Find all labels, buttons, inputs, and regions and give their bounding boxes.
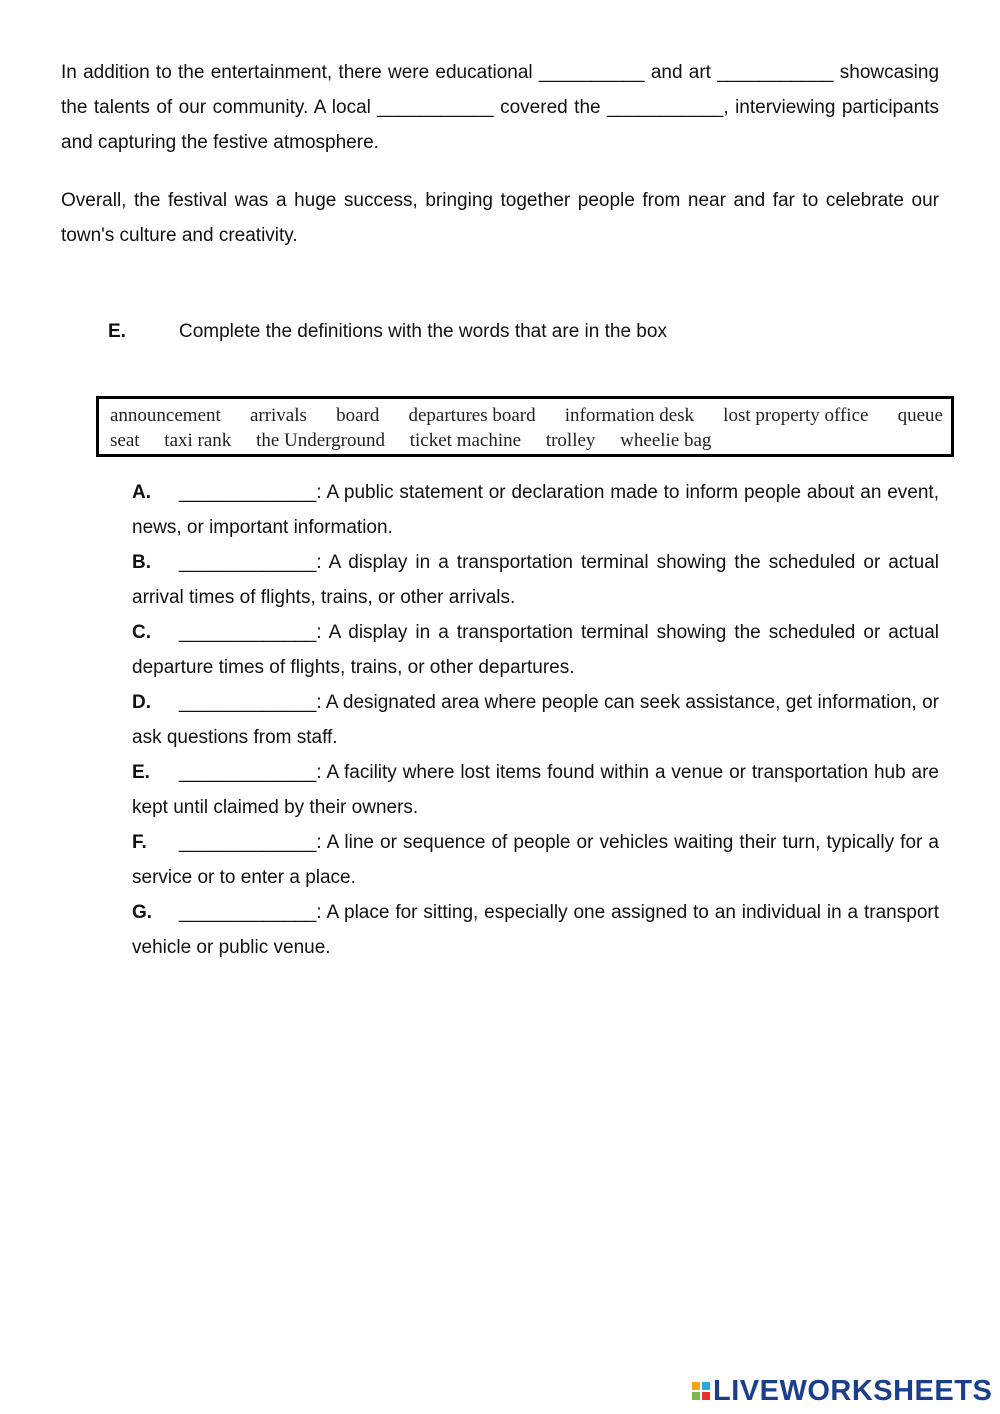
definition-letter: A. [132, 482, 151, 503]
text-segment: , interviewing participants and capturing the festive atmosphere. [61, 97, 940, 153]
definitions-list [132, 475, 939, 965]
word-item: ticket machine [409, 430, 522, 451]
definition-text: : A display in a transportation terminal showing the scheduled or actual departure times of flights, trains, or other departures. [132, 622, 939, 678]
definition-blank[interactable]: _____________ [179, 552, 317, 573]
word-box [96, 396, 954, 457]
definition-text: : A line or sequence of people or vehicles waiting their turn, typically for a service or to enter a place. [132, 832, 939, 888]
definition-text: : A place for sitting, especially one assigned to an individual in a transport vehicle or public venue. [132, 902, 939, 958]
definition-text: : A public statement or declaration made to inform people about an event, news, or important information. [132, 482, 939, 538]
logo-squares-icon [692, 1382, 710, 1400]
definition-letter: D. [132, 692, 151, 713]
word-item: arrivals [249, 405, 307, 426]
paragraph-festival-summary [61, 183, 939, 253]
word-box-row-2 [110, 428, 943, 453]
text-segment: covered the [500, 97, 601, 118]
section-instruction: Complete the definitions with the words that are in the box [179, 321, 667, 342]
logo-square [692, 1382, 700, 1390]
section-letter: E. [108, 321, 126, 342]
definition-blank[interactable]: _____________ [179, 902, 317, 923]
definition-d [132, 685, 939, 755]
definition-letter: C. [132, 622, 151, 643]
definition-text: : A display in a transportation terminal showing the scheduled or actual arrival times of flights, trains, or other arrivals. [132, 552, 939, 608]
definition-blank[interactable]: _____________ [179, 622, 317, 643]
definition-text: : A facility where lost items found within a venue or transportation hub are kept until claimed by their owners. [132, 762, 939, 818]
word-item: queue [897, 405, 943, 426]
definition-b [132, 545, 939, 615]
definition-text: : A designated area where people can seek assistance, get information, or ask questions from staff. [132, 692, 939, 748]
definition-letter: B. [132, 552, 151, 573]
definition-e [132, 755, 939, 825]
text-segment: In addition to the entertainment, there were educational [61, 62, 533, 83]
definition-letter: E. [132, 762, 150, 783]
word-item: seat [110, 430, 140, 451]
text-segment: showcasing the talents of our community. A local [61, 62, 940, 118]
logo-square [702, 1392, 710, 1400]
definition-a [132, 475, 939, 545]
fill-blank-1[interactable]: __________ [538, 62, 645, 83]
logo-text: LIVEWORKSHEETS [713, 1375, 993, 1407]
word-item: taxi rank [164, 430, 232, 451]
word-item: lost property office [723, 405, 869, 426]
word-item: announcement [110, 405, 221, 426]
fill-blank-3[interactable]: ___________ [377, 97, 494, 118]
definition-blank[interactable]: _____________ [179, 762, 317, 783]
logo-square [702, 1382, 710, 1390]
text-segment: and art [650, 62, 711, 83]
fill-blank-2[interactable]: ___________ [717, 62, 834, 83]
section-e-heading [108, 314, 667, 349]
definition-blank[interactable]: _____________ [179, 832, 317, 853]
paragraph-festival-coverage [61, 55, 939, 160]
summary-text: Overall, the festival was a huge success, bringing together people from near and far to celebrate our town's culture and creativity. [61, 190, 939, 246]
fill-blank-4[interactable]: ___________ [607, 97, 724, 118]
word-item: departures board [408, 405, 536, 426]
definition-c [132, 615, 939, 685]
definition-letter: F. [132, 832, 147, 853]
definition-blank[interactable]: _____________ [179, 692, 317, 713]
word-item: the Underground [256, 430, 385, 451]
logo-square [692, 1392, 700, 1400]
word-item: trolley [545, 430, 596, 451]
word-item: information desk [564, 405, 695, 426]
word-box-row-1 [110, 403, 943, 428]
word-item: wheelie bag [620, 430, 712, 451]
word-item: board [336, 405, 380, 426]
definition-blank[interactable]: _____________ [179, 482, 317, 503]
definition-g [132, 895, 939, 965]
definition-letter: G. [132, 902, 153, 923]
definition-f [132, 825, 939, 895]
liveworksheets-logo [692, 1376, 992, 1406]
